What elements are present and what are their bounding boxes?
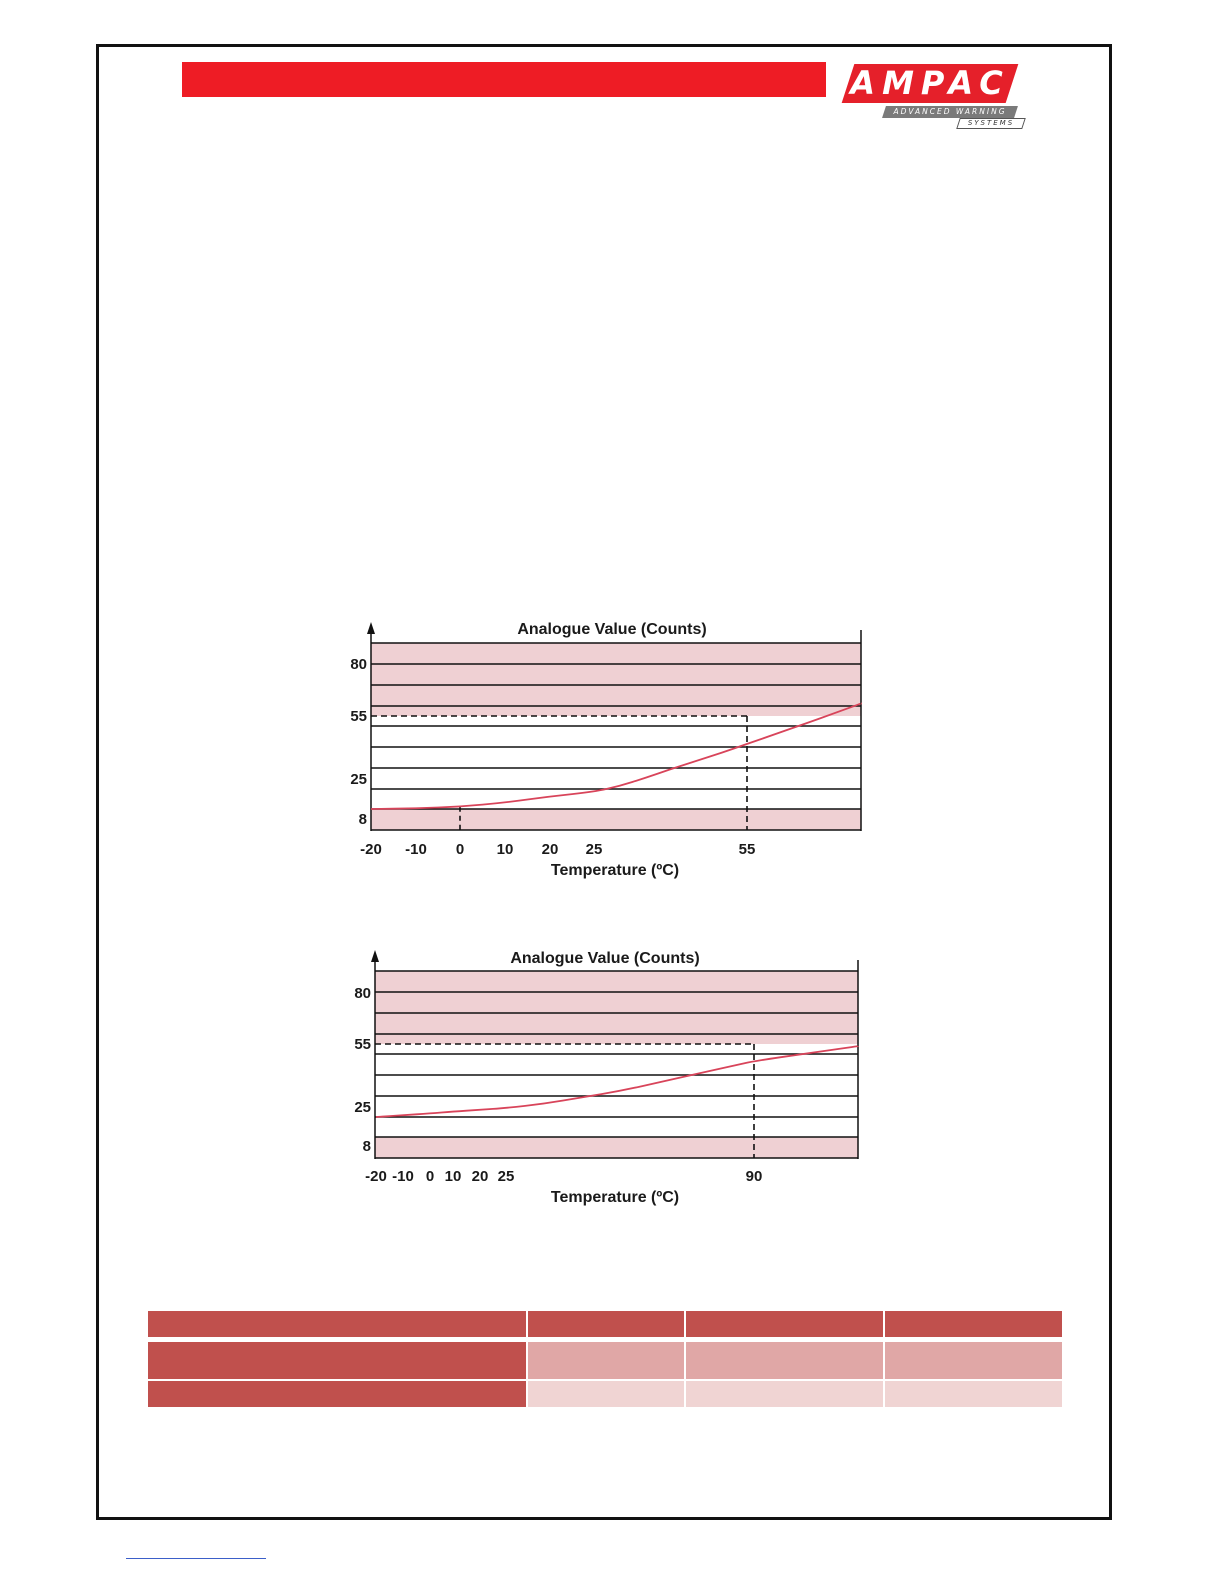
chart-1-title: Analogue Value (Counts) (517, 621, 707, 638)
chart-1-xtick-20: 20 (541, 841, 559, 858)
table-row (148, 1381, 1062, 1407)
table-cell (885, 1342, 1062, 1381)
table-cell (528, 1342, 686, 1381)
chart-2-ytick-25: 25 (354, 1099, 371, 1116)
table-cell (528, 1381, 686, 1407)
chart-1-ytick-8: 8 (358, 811, 367, 828)
chart-1-xtick-0: 0 (455, 841, 465, 858)
chart-1-xtick-10: 10 (496, 841, 514, 858)
chart-2-y-arrow (371, 950, 379, 962)
table-cell (885, 1381, 1062, 1407)
chart-2-curve (376, 1046, 858, 1117)
chart-1-ytick-80: 80 (350, 656, 367, 673)
chart-2-ytick-80: 80 (354, 985, 371, 1002)
logo-tagline-2: SYSTEMS (956, 118, 1026, 129)
chart-1-xlabel: Temperature (ºC) (550, 862, 680, 879)
chart-1-y-arrow (367, 622, 375, 634)
chart-2-xtick-25: 25 (497, 1168, 515, 1185)
table-header-cell (885, 1311, 1062, 1337)
chart-1-band-lower (371, 809, 861, 830)
chart-2 (340, 940, 880, 1215)
table-header-row (148, 1311, 1062, 1337)
table-row-header-cell (148, 1381, 528, 1407)
chart-2-xtick-90: 90 (745, 1168, 763, 1185)
chart-2-xtick-minus10: -10 (392, 1168, 414, 1185)
chart-2-band-upper (375, 971, 858, 1044)
chart-2-title: Analogue Value (Counts) (510, 950, 700, 967)
table-header-cell (148, 1311, 528, 1337)
chart-2-xlabel: Temperature (ºC) (550, 1189, 680, 1206)
chart-1-xtick-minus10: -10 (405, 841, 427, 858)
chart-1-band-upper (371, 643, 861, 716)
data-table (148, 1311, 1062, 1407)
chart-1-xtick-55: 55 (738, 841, 756, 858)
chart-2-band-lower (375, 1137, 858, 1158)
chart-2-xtick-20: 20 (471, 1168, 489, 1185)
table-row (148, 1342, 1062, 1381)
chart-1-curve (371, 704, 861, 810)
chart-1-xtick-25: 25 (585, 841, 603, 858)
footer-link[interactable] (126, 1558, 266, 1559)
chart-2-xtick-0: 0 (425, 1168, 435, 1185)
ampac-logo (840, 64, 1030, 132)
table-row-header-cell (148, 1342, 528, 1381)
logo-tagline: ADVANCED WARNING (882, 106, 1018, 118)
table-cell (686, 1381, 885, 1407)
chart-1-ytick-25: 25 (350, 771, 367, 788)
table-header-cell (528, 1311, 686, 1337)
chart-2-xtick-10: 10 (444, 1168, 462, 1185)
chart-2-ytick-55: 55 (354, 1036, 371, 1053)
logo-wordmark: AMPAC (842, 64, 1019, 103)
chart-1 (340, 612, 880, 887)
chart-2-xtick-minus20: -20 (365, 1168, 387, 1185)
chart-1-xtick-minus20: -20 (360, 841, 382, 858)
table-header-cell (686, 1311, 885, 1337)
table-cell (686, 1342, 885, 1381)
chart-2-ytick-8: 8 (362, 1138, 371, 1155)
chart-1-ytick-55: 55 (350, 708, 367, 725)
header-banner (182, 62, 826, 97)
